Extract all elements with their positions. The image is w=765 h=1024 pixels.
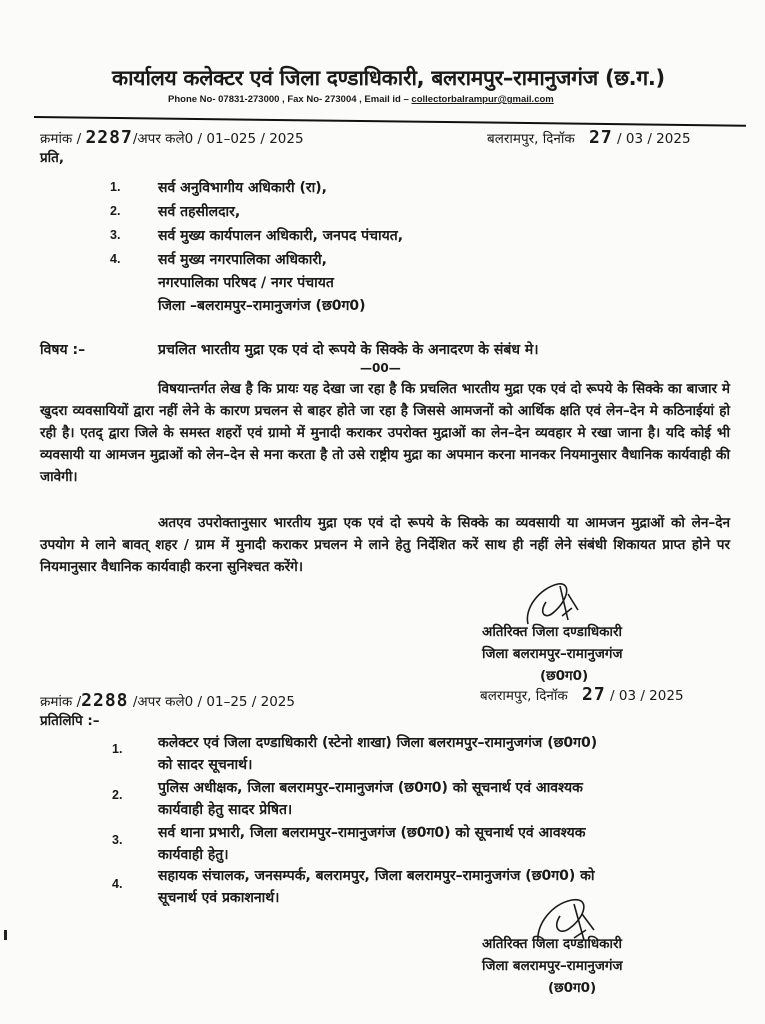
body-paragraph-2 [40, 512, 730, 578]
copy-item: सहायक संचालक, जनसम्पर्क, बलरामपुर, जिला बलरामपुर–रामानुजगंज (छ0ग0) को [158, 868, 595, 884]
signatory-state: (छ0ग0) [540, 668, 589, 684]
copy-number: 2. [112, 788, 123, 802]
subject-label: विषय :– [40, 342, 86, 358]
date-day-handwritten: 27 [582, 684, 606, 705]
paragraph-text: अतएव उपरोक्तानुसार भारतीय मुद्रा एक एवं दो रूपये के सिक्के का व्यवसायी या आमजन मुद्राओं को लेन–देन उपयोग मे लाने बावत् शहर / ग्राम में मुनादी कराकर प्रचलन मे लाने हेतु निर्देशित करें साथ ही नहीं लेने संबंधी शिकायत प्राप्त होने पर नियमानुसार वैधानिक कार्यवाही करना सुनिश्चत करेंगे। [40, 515, 730, 575]
signatory-designation: अतिरिक्त जिला दण्डाधिकारी [482, 936, 622, 952]
margin-mark [4, 930, 7, 940]
copy-number: 4. [112, 877, 123, 891]
copy-label: प्रतिलिपि :– [40, 713, 100, 729]
place-date [487, 127, 691, 148]
copy-item-line: कार्यवाही हेतु सादर प्रेषित। [158, 802, 293, 818]
place-date-label: बलरामपुर, दिनॉक [487, 131, 575, 147]
recipient-number: 1. [110, 180, 121, 194]
ref-number-handwritten: 2288 [81, 690, 129, 711]
recipient-item-line: नगरपालिका परिषद / नगर पंचायत [158, 275, 334, 291]
ref-prefix: क्रमांक / [40, 131, 82, 147]
recipient-number: 4. [110, 252, 121, 266]
recipient-number: 3. [110, 228, 121, 242]
copy-number: 1. [112, 742, 123, 756]
recipient-item: सर्व तहसीलदार, [158, 204, 241, 220]
copy-item: कलेक्टर एवं जिला दण्डाधिकारी (स्टेनो शाखा) जिला बलरामपुर–रामानुजगंज (छ0ग0) [158, 735, 598, 751]
copy-order-reference [40, 690, 295, 711]
place-date-label: बलरामपुर, दिनॉक [480, 688, 568, 704]
signatory-district: जिला बलरामपुर–रामानुजगंज [482, 646, 623, 662]
recipient-number: 2. [110, 204, 121, 218]
ref-number-handwritten: 2287 [85, 127, 133, 148]
ref-prefix: क्रमांक / [40, 694, 82, 710]
recipient-item: सर्व मुख्य कार्यपालन अधिकारी, जनपद पंचायत, [158, 228, 404, 244]
subject-text: प्रचलित भारतीय मुद्रा एक एवं दो रूपये के सिक्के के अनादरण के संबंध मे। [158, 342, 539, 358]
ref-suffix: /अपर कले0 / 01–025 / 2025 [132, 131, 304, 147]
copy-number: 3. [112, 833, 123, 847]
paragraph-text: विषयान्तर्गत लेख है कि प्रायः यह देखा जा रहा है कि प्रचलित भारतीय मुद्रा एक एवं दो रूपये के सिक्के का बाजार मे खुदरा व्यवसायियों द्वारा नहीं लेने के कारण प्रचलन से बाहर होते जा रहा है जिससे आमजनों को आर्थिक क्षति एवं लेन–देन मे कठिनाईयां हो रही है। एतद् द्वारा जिले के समस्त शहरों एवं ग्रामो में मुनादी कराकर उपरोक्त मुद्राओं का लेन–देन व्यवहार मे रखा जाना है। यदि कोई भी व्यवसायी या आमजन मुद्राओं को लेन–देन से मना करता है तो उसे राष्ट्रीय मुद्रा का अपमान करना मानकर नियमानुसार वैधानिक कार्यवाही की जावेगी। [40, 381, 730, 485]
contact-phone-fax: Phone No- 07831-273000 , Fax No- 273004 , Email id – [168, 94, 412, 105]
date-month-year: / 03 / 2025 [617, 131, 691, 147]
recipient-item: सर्व मुख्य नगरपालिका अधिकारी, [158, 252, 327, 268]
copy-item: पुलिस अधीक्षक, जिला बलरामपुर–रामानुजगंज (छ0ग0) को सूचनार्थ एवं आवश्यक [158, 780, 583, 796]
office-title: कार्यालय कलेक्टर एवं जिला दण्डाधिकारी, बलरामपुर–रामानुजगंज (छ.ग.) [112, 66, 665, 90]
recipient-item-line: जिला –बलरामपुर–रामानुजगंज (छ0ग0) [158, 298, 366, 314]
subject-separator: —00— [360, 361, 401, 375]
to-label: प्रति, [40, 150, 65, 166]
date-day-handwritten: 27 [589, 127, 613, 148]
recipient-item: सर्व अनुविभागीय अधिकारी (रा), [158, 180, 327, 196]
email-link[interactable]: collectorbalrampur@gmail.com [411, 94, 554, 105]
copy-item: सर्व थाना प्रभारी, जिला बलरामपुर–रामानुजगंज (छ0ग0) को सूचनार्थ एवं आवश्यक [158, 825, 586, 841]
ref-suffix: /अपर कले0 / 01–25 / 2025 [132, 694, 295, 710]
header-divider [34, 116, 746, 127]
copy-place-date [480, 684, 684, 705]
contact-details [168, 94, 554, 105]
signatory-designation: अतिरिक्त जिला दण्डाधिकारी [482, 624, 622, 640]
copy-item-line: कार्यवाही हेतु। [158, 847, 229, 863]
signatory-district: जिला बलरामपुर–रामानुजगंज [482, 958, 623, 974]
copy-item-line: सूचनार्थ एवं प्रकाशनार्थ। [158, 890, 280, 906]
copy-item-line: को सादर सूचनार्थ। [158, 757, 253, 773]
date-month-year: / 03 / 2025 [610, 688, 684, 704]
order-reference [40, 127, 304, 148]
signatory-state: (छ0ग0) [548, 980, 597, 996]
body-paragraph-1 [40, 378, 730, 488]
